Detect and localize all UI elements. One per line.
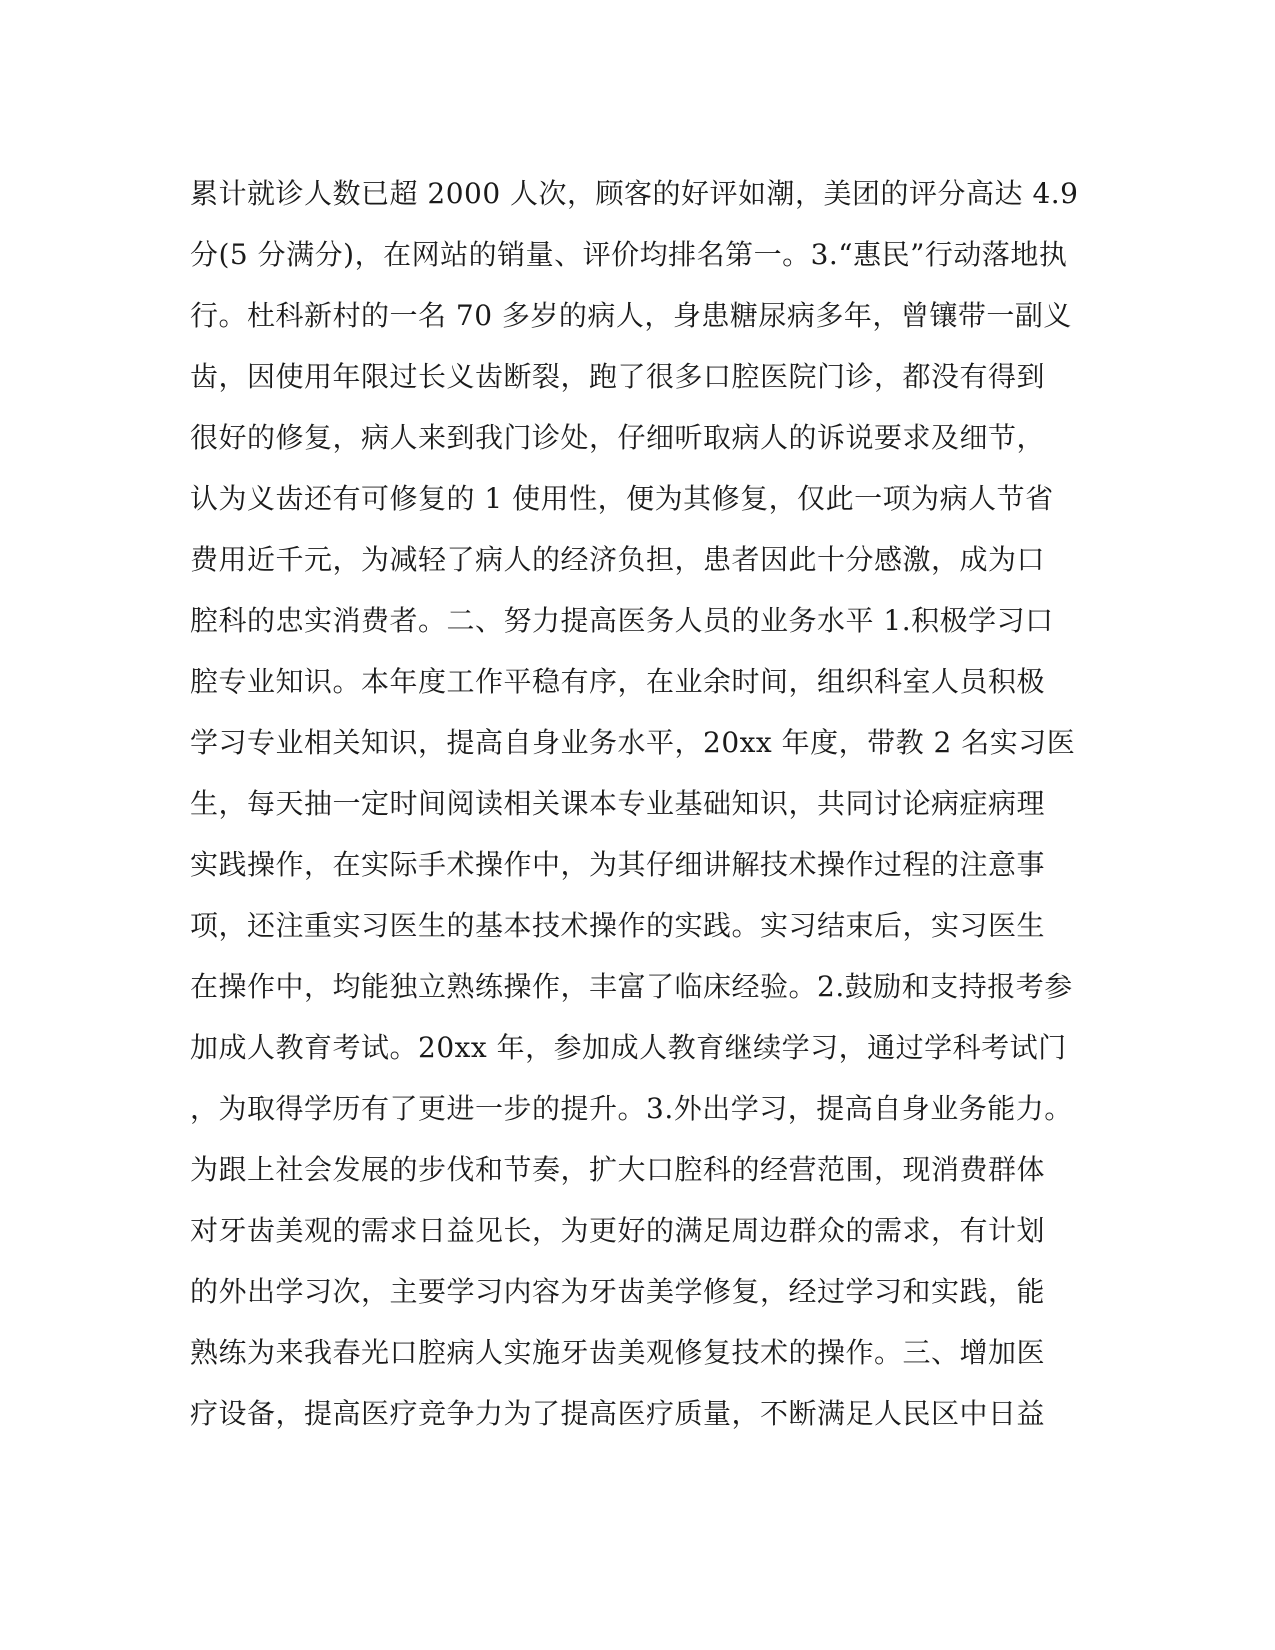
text-line: 熟练为来我春光口腔病人实施牙齿美观修复技术的操作。三、增加医 xyxy=(190,1336,1046,1369)
body-text xyxy=(190,163,1090,1444)
text-line: 分(5 分满分)，在网站的销量、评价均排名第一。3.“惠民”行动落地执 xyxy=(190,238,1068,271)
text-line: 生，每天抽一定时间阅读相关课本专业基础知识，共同讨论病症病理 xyxy=(190,787,1046,820)
text-line: 在操作中，均能独立熟练操作，丰富了临床经验。2.鼓励和支持报考参 xyxy=(190,970,1073,1003)
text-line: 项，还注重实习医生的基本技术操作的实践。实习结束后，实习医生 xyxy=(190,909,1046,942)
text-line: 腔科的忠实消费者。二、努力提高医务人员的业务水平 1.积极学习口 xyxy=(190,604,1054,637)
text-line: 实践操作，在实际手术操作中，为其仔细讲解技术操作过程的注意事 xyxy=(190,848,1046,881)
text-line: 腔专业知识。本年度工作平稳有序，在业余时间，组织科室人员积极 xyxy=(190,665,1046,698)
text-line: 认为义齿还有可修复的 1 使用性，便为其修复，仅此一项为病人节省 xyxy=(190,482,1054,515)
text-line: 为跟上社会发展的步伐和节奏，扩大口腔科的经营范围，现消费群体 xyxy=(190,1153,1046,1186)
text-line: 费用近千元，为减轻了病人的经济负担，患者因此十分感激，成为口 xyxy=(190,543,1046,576)
text-line: 对牙齿美观的需求日益见长，为更好的满足周边群众的需求，有计划 xyxy=(190,1214,1046,1247)
text-line: ，为取得学历有了更进一步的提升。3.外出学习，提高自身业务能力。 xyxy=(190,1092,1073,1125)
text-line: 的外出学习次，主要学习内容为牙齿美学修复，经过学习和实践，能 xyxy=(190,1275,1046,1308)
text-line: 学习专业相关知识，提高自身业务水平，20xx 年度，带教 2 名实习医 xyxy=(190,726,1076,759)
text-line: 很好的修复，病人来到我门诊处，仔细听取病人的诉说要求及细节， xyxy=(190,421,1046,454)
text-line: 加成人教育考试。20xx 年，参加成人教育继续学习，通过学科考试门 xyxy=(190,1031,1067,1064)
text-line: 累计就诊人数已超 2000 人次，顾客的好评如潮，美团的评分高达 4.9 xyxy=(190,177,1079,210)
text-line: 疗设备，提高医疗竞争力为了提高医疗质量，不断满足人民区中日益 xyxy=(190,1397,1046,1430)
text-line: 齿，因使用年限过长义齿断裂，跑了很多口腔医院门诊，都没有得到 xyxy=(190,360,1046,393)
text-line: 行。杜科新村的一名 70 多岁的病人，身患糖尿病多年，曾镶带一副义 xyxy=(190,299,1072,332)
